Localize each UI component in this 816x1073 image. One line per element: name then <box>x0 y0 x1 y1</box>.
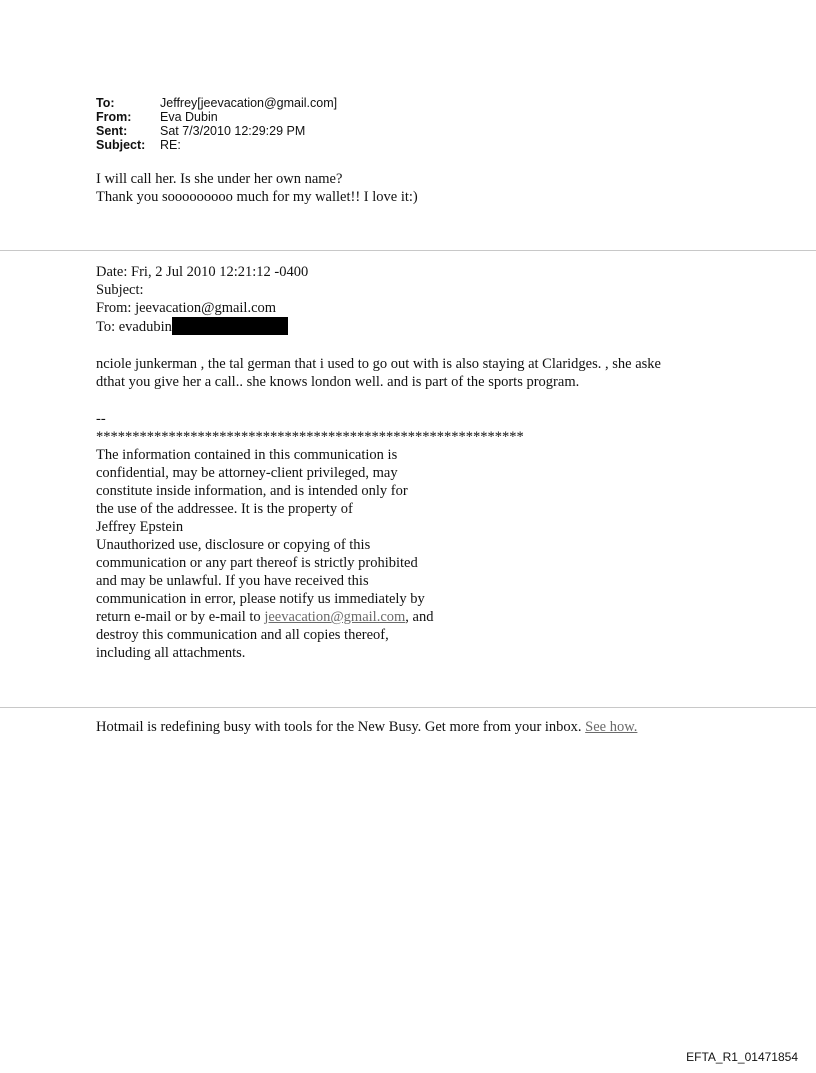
header-subject-row <box>96 138 337 152</box>
disclaimer-text: , and <box>405 609 434 625</box>
header-value: Sat 7/3/2010 12:29:29 PM <box>160 124 306 138</box>
quoted-header <box>96 263 308 336</box>
quoted-from: From: jeevacation@gmail.com <box>96 300 277 316</box>
promo-line <box>96 718 637 736</box>
sig-dash: -- <box>96 411 106 427</box>
header-value: Eva Dubin <box>160 110 218 124</box>
reply-line: I will call her. Is she under her own name? <box>96 171 343 187</box>
disclaimer-line: constitute inside information, and is intended only for <box>96 483 408 499</box>
redaction-box <box>172 317 288 335</box>
disclaimer-line: Jeffrey Epstein <box>96 519 184 535</box>
quoted-to <box>96 317 308 336</box>
disclaimer-line: and may be unlawful. If you have received this <box>96 573 369 589</box>
body-line: dthat you give her a call.. she knows london well. and is part of the sports program. <box>96 374 580 390</box>
header-from-row <box>96 110 337 124</box>
quoted-body <box>96 355 661 391</box>
disclaimer-line: confidential, may be attorney-client privileged, may <box>96 465 398 481</box>
disclaimer-line: The information contained in this communication is <box>96 447 398 463</box>
header-label: Subject: <box>96 138 146 152</box>
disclaimer-text: return e-mail or by e-mail to <box>96 609 265 625</box>
disclaimer-line: including all attachments. <box>96 645 246 661</box>
header-value: Jeffrey[jeevacation@gmail.com] <box>160 96 338 110</box>
email-header <box>96 96 337 152</box>
disclaimer-line: the use of the addressee. It is the property of <box>96 501 353 517</box>
disclaimer-line: communication or any part thereof is strictly prohibited <box>96 555 418 571</box>
quoted-to-text: To: evadubin <box>96 319 172 335</box>
reply-line: Thank you sooooooooo much for my wallet!! I love it:) <box>96 189 418 205</box>
divider <box>0 707 816 708</box>
quoted-date: Date: Fri, 2 Jul 2010 12:21:12 -0400 <box>96 264 309 280</box>
promo-text: Hotmail is redefining busy with tools for the New Busy. Get more from your inbox. <box>96 719 586 735</box>
body-line: nciole junkerman , the tal german that i used to go out with is also staying at Claridges. , she aske <box>96 356 661 372</box>
header-label: From: <box>96 110 132 124</box>
disclaimer-line: communication in error, please notify us immediately by <box>96 591 425 607</box>
header-label: To: <box>96 96 115 110</box>
see-how-link[interactable]: See how. <box>585 719 638 735</box>
quoted-subject: Subject: <box>96 282 144 298</box>
document-id: EFTA_R1_01471854 <box>686 1050 798 1064</box>
header-sent-row <box>96 124 337 138</box>
sig-stars: *********************************************************** <box>96 429 524 445</box>
disclaimer-line <box>96 608 524 626</box>
signature-block <box>96 410 524 662</box>
header-value: RE: <box>160 138 181 152</box>
disclaimer-line: Unauthorized use, disclosure or copying of this <box>96 537 371 553</box>
reply-body <box>96 170 418 206</box>
header-label: Sent: <box>96 124 128 138</box>
email-link[interactable]: jeevacation@gmail.com <box>264 609 406 625</box>
divider <box>0 250 816 251</box>
header-to-row <box>96 96 337 110</box>
disclaimer-line: destroy this communication and all copies thereof, <box>96 627 389 643</box>
